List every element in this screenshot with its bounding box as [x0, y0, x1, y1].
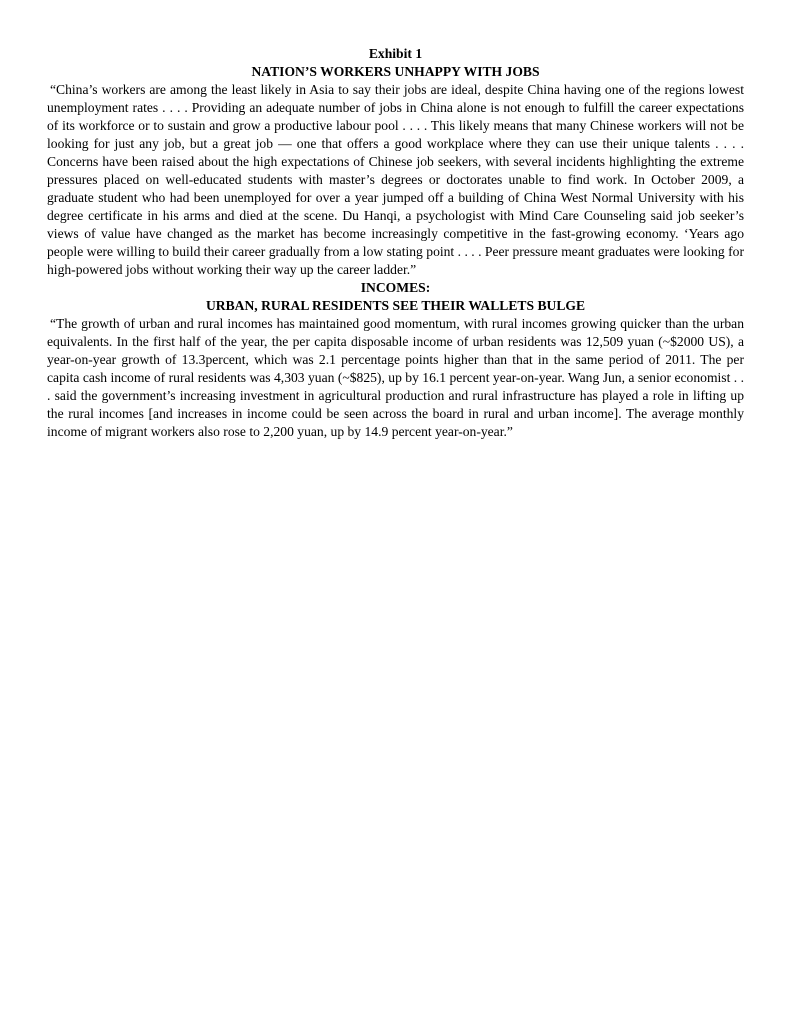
document-page: [47, 45, 744, 441]
section-2-body: “The growth of urban and rural incomes has maintained good momentum, with rural incomes growing quicker than the urban equivalents. In the first half of the year, the per capita disposable income of urban residents was 12,509 yuan (~$2000 US), a year-on-year growth of 13.3percent, which was 2.1 percentage points higher than that in the same period of 2011. The per capita cash income of rural residents was 4,303 yuan (~$825), up by 16.1 percent year-on-year. Wang Jun, a senior economist . . . said the government’s increasing investment in agricultural production and rural infrastructure has played a role in lifting up the rural incomes [and increases in income could be seen across the board in rural and urban income]. The average monthly income of migrant workers also rose to 2,200 yuan, up by 14.9 percent year-on-year.”: [47, 316, 744, 439]
section-1-body: “China’s workers are among the least likely in Asia to say their jobs are ideal, despite China having one of the regions lowest unemployment rates . . . . Providing an adequate number of jobs in China alone is not enough to fulfill the career expectations of its workforce or to sustain and grow a productive labour pool . . . . This likely means that many Chinese workers will not be looking for just any job, but a great job — one that offers a good workplace where they can use their unique talents . . . . Concerns have been raised about the high expectations of Chinese job seekers, with several incidents highlighting the extreme pressures placed on well-educated students with master’s degrees or doctorates unable to find work. In October 2009, a graduate student who had been unemployed for over a year jumped off a building of China West Normal University with his degree certificate in his arms and died at the scene. Du Hanqi, a psychologist with Mind Care Counseling said job seeker’s views of value have changed as the market has become increasingly competitive in the fast-growing economy. ‘Years ago people were willing to build their career gradually from a low stating point . . . . Peer pressure meant graduates were looking for high-powered jobs without working their way up the career ladder.”: [47, 82, 744, 277]
section-2-title-line-1: INCOMES:: [360, 280, 431, 295]
exhibit-label: Exhibit 1: [368, 46, 423, 61]
section-1-title: NATION’S WORKERS UNHAPPY WITH JOBS: [251, 64, 540, 79]
section-2-title-line-2: URBAN, RURAL RESIDENTS SEE THEIR WALLETS BULGE: [205, 298, 586, 313]
